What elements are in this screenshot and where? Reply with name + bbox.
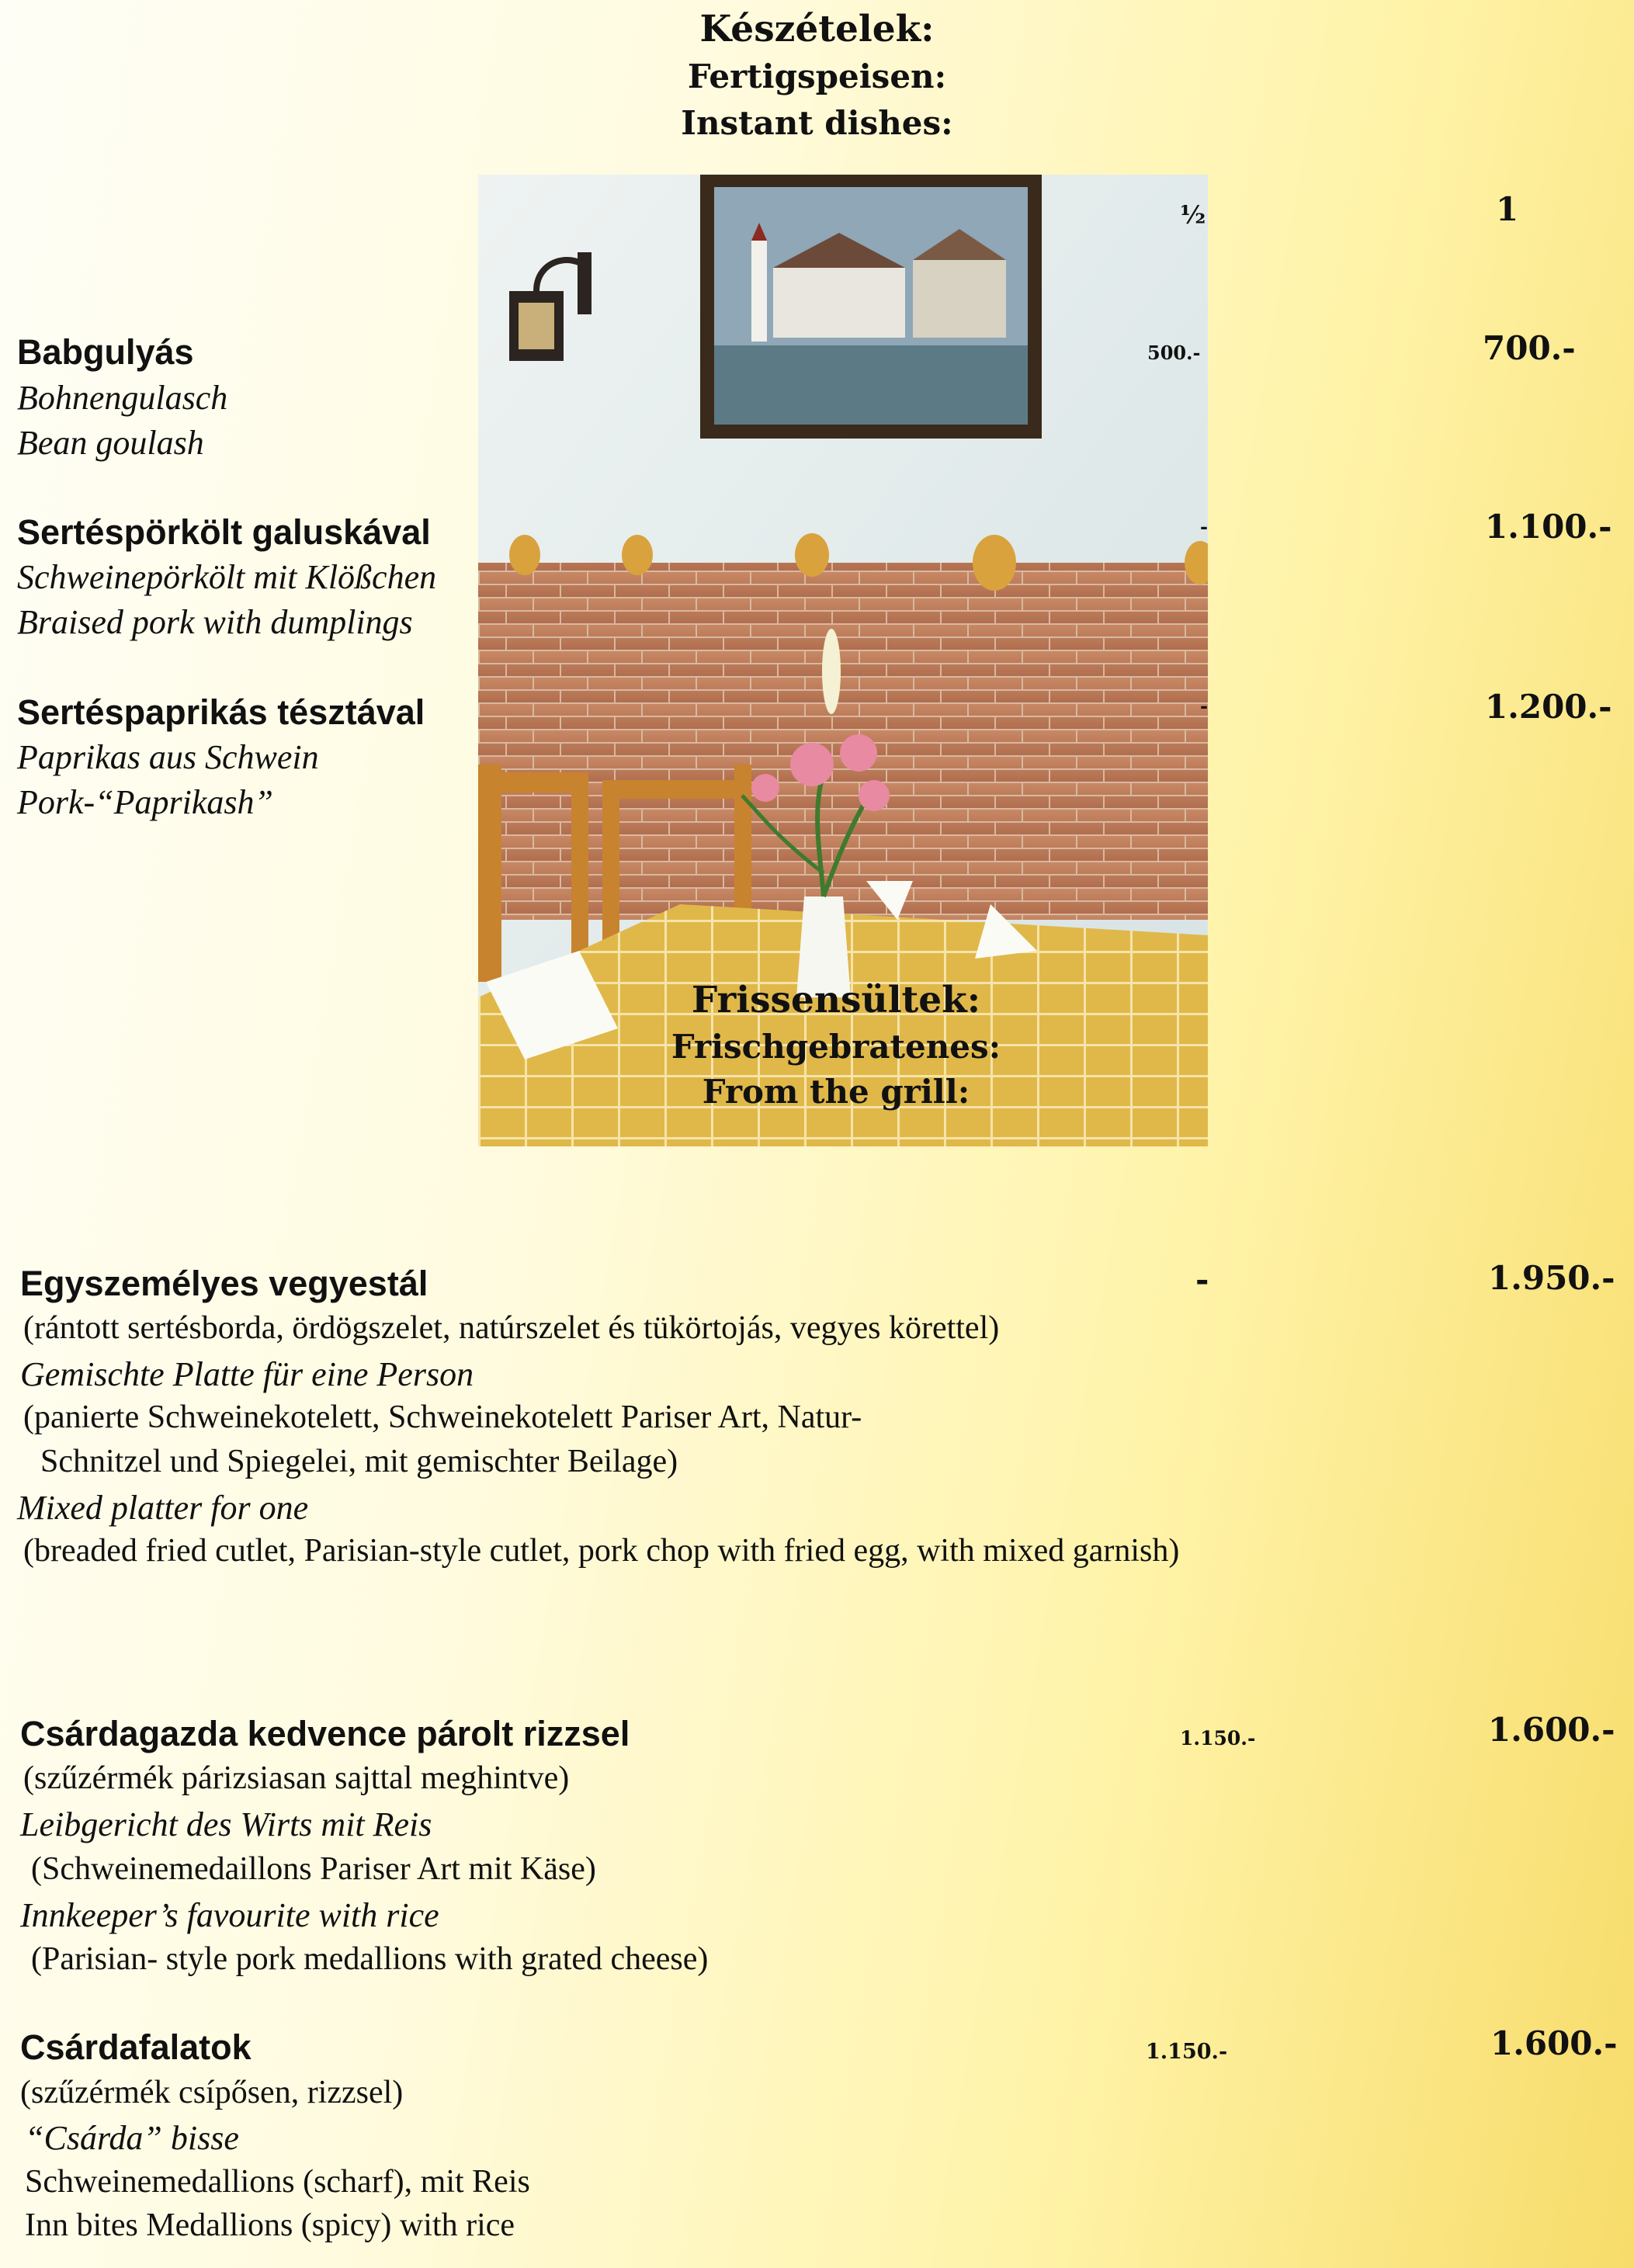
dish-name: Egyszemélyes vegyestál — [20, 1264, 428, 1303]
dish-name-de: Schweinepörkölt mit Klößchen — [17, 558, 437, 596]
dish-name-de: Gemischte Platte für eine Person — [20, 1355, 474, 1393]
column-full-portion: 1 — [1496, 190, 1519, 228]
dish-description-hu: (rántott sertésborda, ördögszelet, natúrszelet és tükörtojás, vegyes körettel) — [23, 1310, 1000, 1346]
dish-description-hu: (szűzérmék párizsiasan sajttal meghintve) — [23, 1760, 570, 1796]
section-title-de: Fertigspeisen: — [687, 57, 947, 95]
dish-description-de: (Schweinemedaillons Pariser Art mit Käse) — [31, 1851, 596, 1887]
dish-description-en: Inn bites Medallions (spicy) with rice — [25, 2207, 515, 2243]
dish-name: Sertéspaprikás tésztával — [17, 692, 425, 732]
dish-name: Babgulyás — [17, 332, 194, 372]
dish-name-de: “Csárda” bisse — [25, 2119, 239, 2157]
price-half: - — [1195, 1261, 1209, 1299]
dish-name: Csárdafalatok — [20, 2027, 252, 2067]
dish-name-de: Bohnengulasch — [17, 379, 228, 417]
column-half-portion: ½ — [1180, 200, 1206, 230]
price-half: - — [1200, 695, 1208, 717]
dish-name-en: Pork-“Paprikash” — [17, 783, 273, 821]
price-half: 500.- — [1147, 342, 1201, 364]
price-full: 1.600.- — [1490, 2024, 1618, 2062]
section2-title-hu: Frissensültek: — [691, 979, 981, 1021]
dish-name-en: Bean goulash — [17, 424, 204, 462]
price-full: 1.950.- — [1488, 1259, 1615, 1297]
dish-description-en: (Parisian- style pork medallions with grated cheese) — [31, 1941, 709, 1977]
dish-name: Sertéspörkölt galuskával — [17, 512, 431, 552]
dish-name-en: Mixed platter for one — [17, 1489, 309, 1527]
dish-description-en: (breaded fried cutlet, Parisian-style cutlet, pork chop with fried egg, with mixed garnish) — [23, 1533, 1180, 1569]
section-title-en: Instant dishes: — [681, 104, 953, 142]
dish-description-de: Schweinemedallions (scharf), mit Reis — [25, 2164, 530, 2200]
section-title-hu: Készételek: — [699, 8, 935, 50]
dish-name: Csárdagazda kedvence párolt rizzsel — [20, 1714, 630, 1753]
price-full: 700.- — [1483, 329, 1576, 367]
price-full: 1.600.- — [1488, 1711, 1615, 1749]
dish-name-en: Braised pork with dumplings — [17, 603, 413, 641]
dish-description-de: (panierte Schweinekotelett, Schweinekotelett Pariser Art, Natur- — [23, 1399, 862, 1435]
price-half: 1.150.- — [1180, 1727, 1256, 1750]
section2-title-en: From the grill: — [702, 1073, 970, 1111]
dish-name-en: Innkeeper’s favourite with rice — [20, 1896, 439, 1934]
dish-name-de: Leibgericht des Wirts mit Reis — [20, 1805, 432, 1843]
dish-description-hu: (szűzérmék csípősen, rizzsel) — [20, 2075, 404, 2110]
price-half: 1.150.- — [1146, 2040, 1228, 2064]
section2-title-de: Frischgebratenes: — [671, 1028, 1001, 1066]
dish-description-de-cont: Schnitzel und Spiegelei, mit gemischter Beilage) — [40, 1444, 678, 1479]
dish-name-de: Paprikas aus Schwein — [17, 738, 319, 776]
price-half: - — [1200, 515, 1208, 538]
price-full: 1.200.- — [1485, 688, 1612, 726]
price-full: 1.100.- — [1485, 508, 1612, 546]
